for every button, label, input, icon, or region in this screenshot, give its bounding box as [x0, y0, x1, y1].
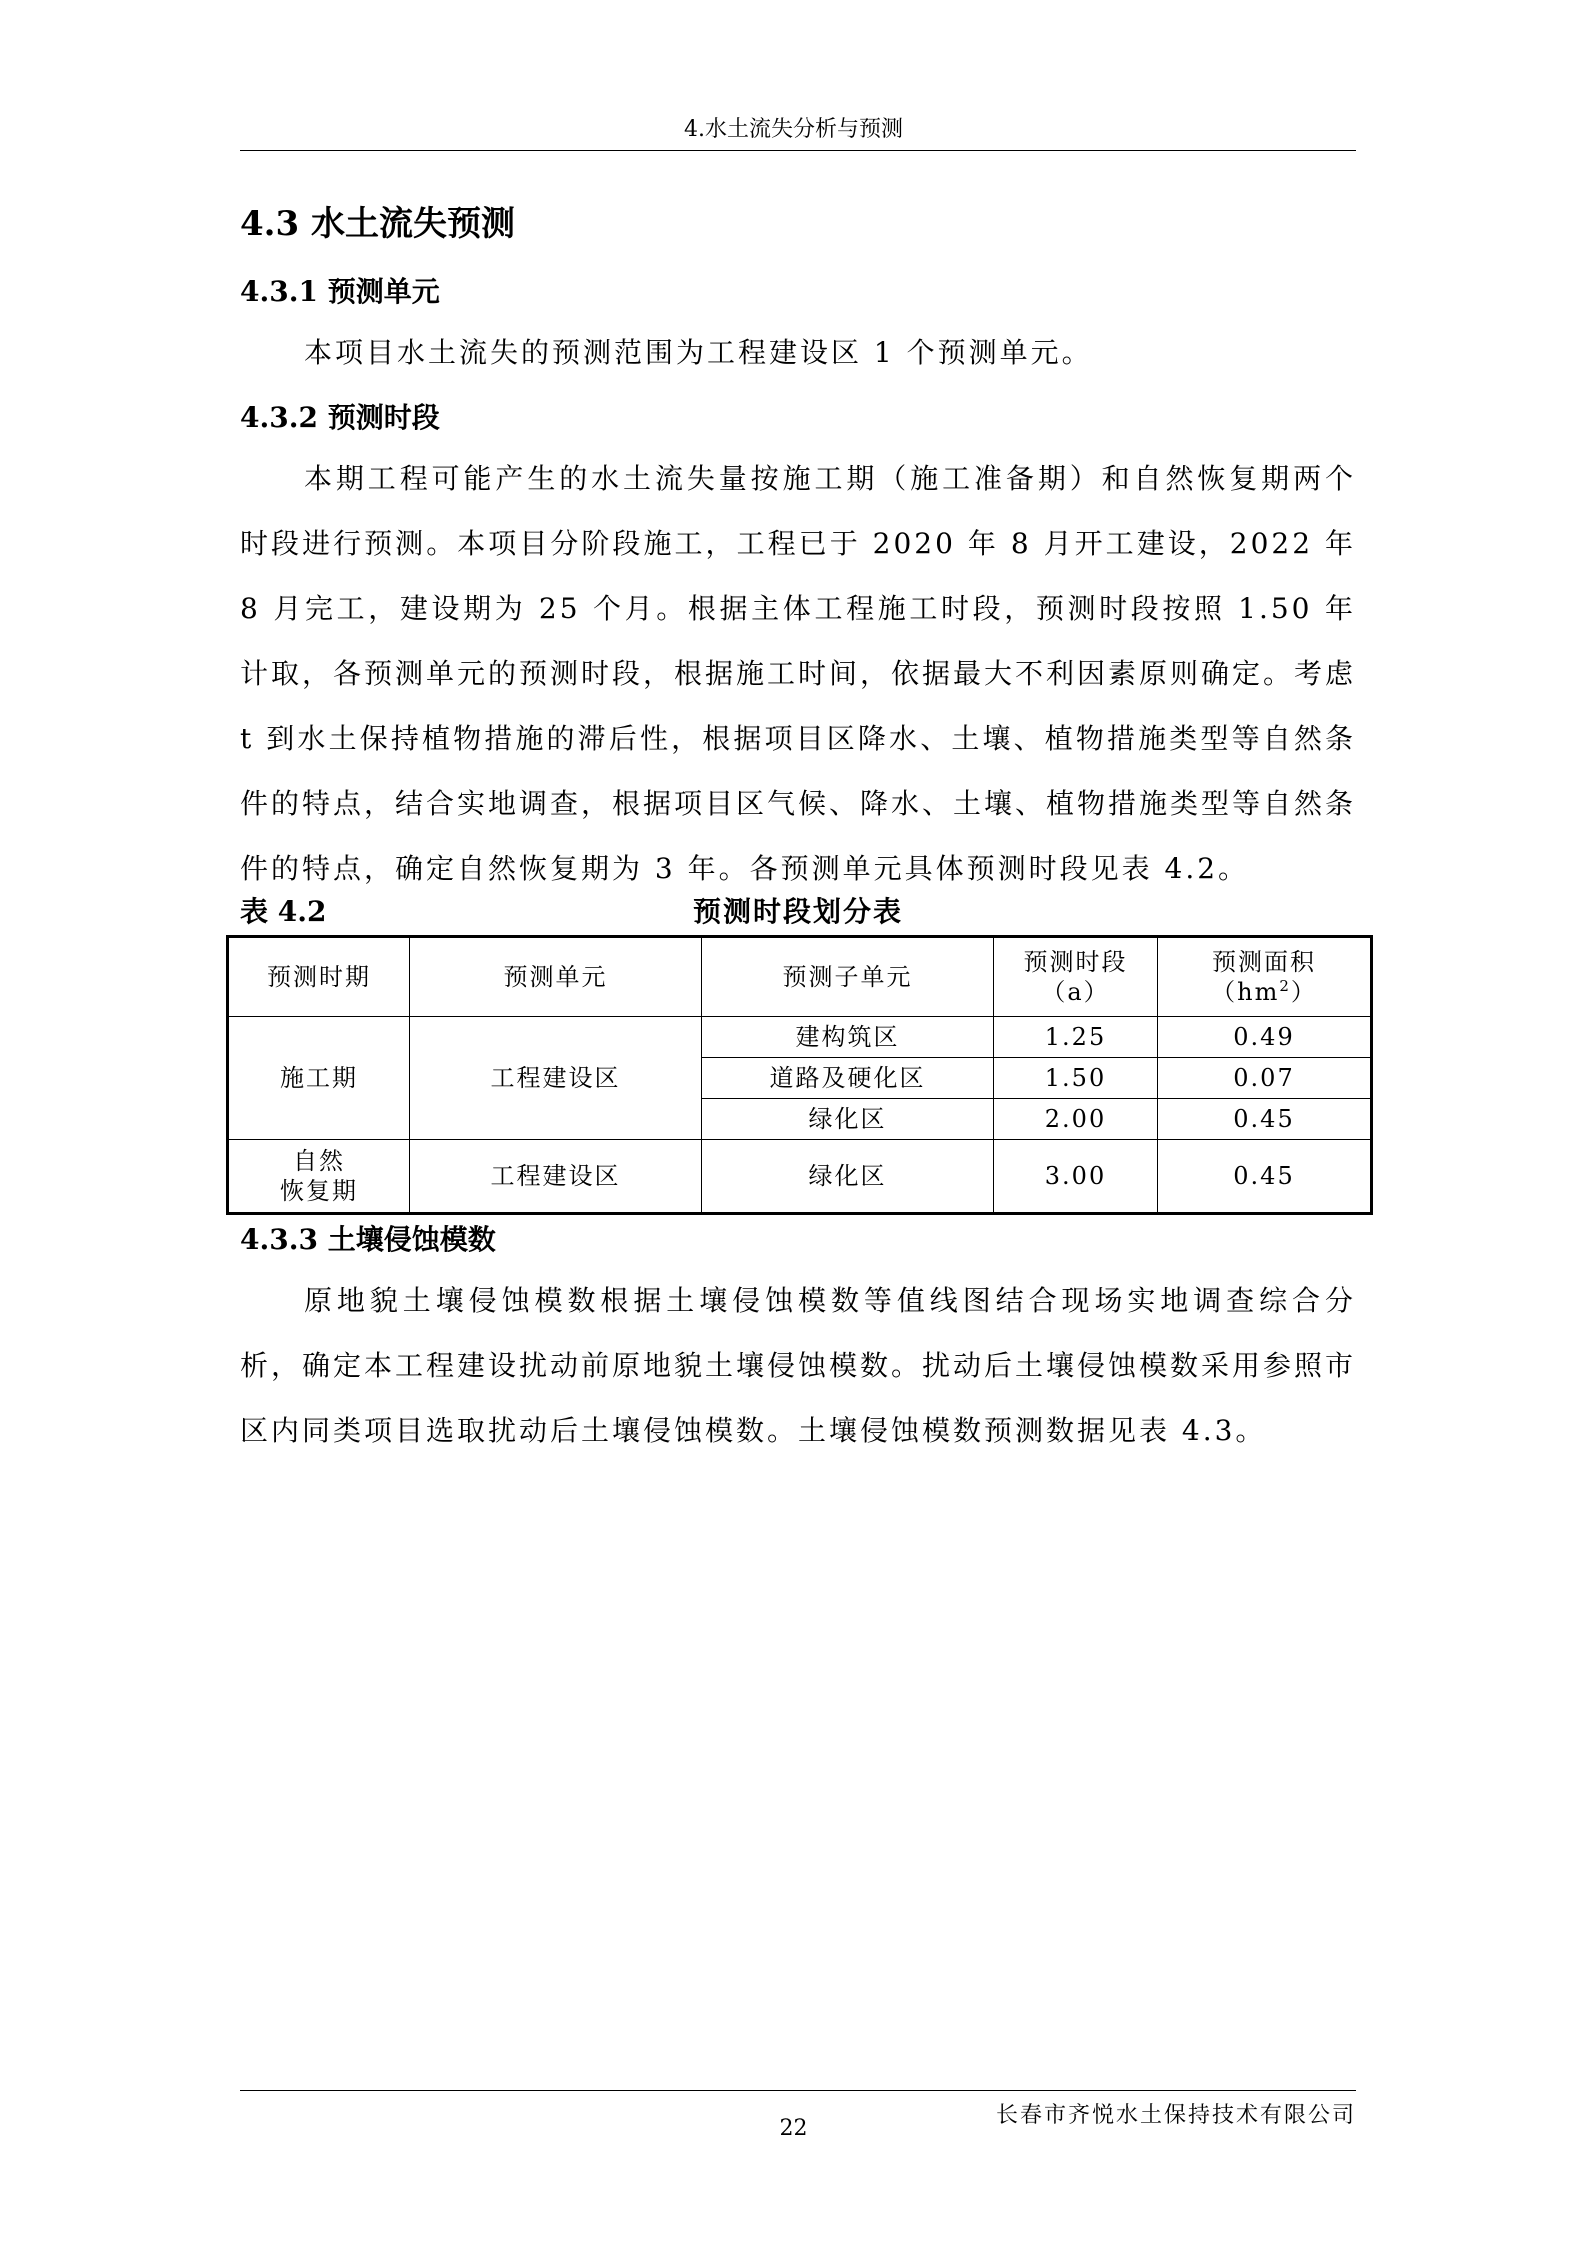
cell-duration: 3.00 [994, 1140, 1158, 1214]
subsection-heading-4-3-2: 4.3.2 预测时段 [240, 401, 440, 434]
header-subunit: 预测子单元 [702, 937, 994, 1017]
paragraph-4-3-1: 本项目水土流失的预测范围为工程建设区 1 个预测单元。 [304, 336, 1093, 369]
table-caption [240, 890, 1356, 930]
header-area [1158, 937, 1372, 1017]
subsection-heading-4-3-1: 4.3.1 预测单元 [240, 275, 440, 308]
cell-duration: 1.25 [994, 1017, 1158, 1058]
cell-unit: 工程建设区 [410, 1140, 702, 1214]
header-period: 预测时期 [228, 937, 410, 1017]
cell-unit: 工程建设区 [410, 1017, 702, 1140]
table-row [228, 1017, 1372, 1058]
page-number: 22 [779, 2116, 808, 2141]
header-area-label: 预测面积 [1212, 948, 1316, 976]
cell-period: 施工期 [228, 1017, 410, 1140]
table-title: 预测时段划分表 [692, 895, 903, 928]
footer-rule [240, 2090, 1356, 2091]
cell-subunit: 绿化区 [702, 1099, 994, 1140]
section-heading: 4.3 水土流失预测 [240, 204, 515, 244]
header-unit: 预测单元 [410, 937, 702, 1017]
table-row [228, 1140, 1372, 1214]
cell-duration: 2.00 [994, 1099, 1158, 1140]
header-rule [240, 150, 1356, 151]
cell-subunit: 建构筑区 [702, 1017, 994, 1058]
cell-area: 0.07 [1158, 1058, 1372, 1099]
cell-period-line1: 自然 [293, 1147, 345, 1175]
table-number: 表 4.2 [240, 895, 327, 928]
header-duration-unit: （a） [1041, 978, 1110, 1006]
cell-area: 0.45 [1158, 1099, 1372, 1140]
subsection-heading-4-3-3: 4.3.3 土壤侵蚀模数 [240, 1223, 496, 1256]
table-header-row [228, 937, 1372, 1017]
header-duration [994, 937, 1158, 1017]
paragraph-4-3-2: 本期工程可能产生的水土流失量按施工期（施工准备期）和自然恢复期两个时段进行预测。本项目分阶段施工，工程已于 2020 年 8 月开工建设，2022 年 8 月完工，建设期为 25 个月。根据主体工程施工时段，预测时段按照 1.50 年计取，各预测单元的预测时段，根据施工时间，依据最大不利因素原则确定。考虑 t 到水土保持植物措施的滞后性，根据项目区降水、土壤、植物措施类型等自然条件的特点，结合实地调查，根据项目区气候、降水、土壤、植物措施类型等自然条件的特点，确定自然恢复期为 3 年。各预测单元具体预测时段见表 4.2。 [240, 462, 1357, 885]
cell-period [228, 1140, 410, 1214]
header-duration-label: 预测时段 [1023, 948, 1128, 976]
cell-subunit: 绿化区 [702, 1140, 994, 1214]
cell-area: 0.45 [1158, 1140, 1372, 1214]
footer-company: 长春市齐悦水土保持技术有限公司 [995, 2103, 1356, 2128]
running-header: 4.水土流失分析与预测 [684, 117, 903, 142]
cell-subunit: 道路及硬化区 [702, 1058, 994, 1099]
paragraph-4-3-3: 原地貌土壤侵蚀模数根据土壤侵蚀模数等值线图结合现场实地调查综合分析，确定本工程建设扰动前原地貌土壤侵蚀模数。扰动后土壤侵蚀模数采用参照市区内同类项目选取扰动后土壤侵蚀模数。土壤侵蚀模数预测数据见表 4.3。 [240, 1284, 1357, 1447]
cell-period-line2: 恢复期 [280, 1177, 358, 1205]
header-area-unit: $(hm^2)$ [1211, 977, 1317, 1006]
cell-area: 0.49 [1158, 1017, 1372, 1058]
forecast-period-table [226, 935, 1373, 1215]
cell-duration: 1.50 [994, 1058, 1158, 1099]
